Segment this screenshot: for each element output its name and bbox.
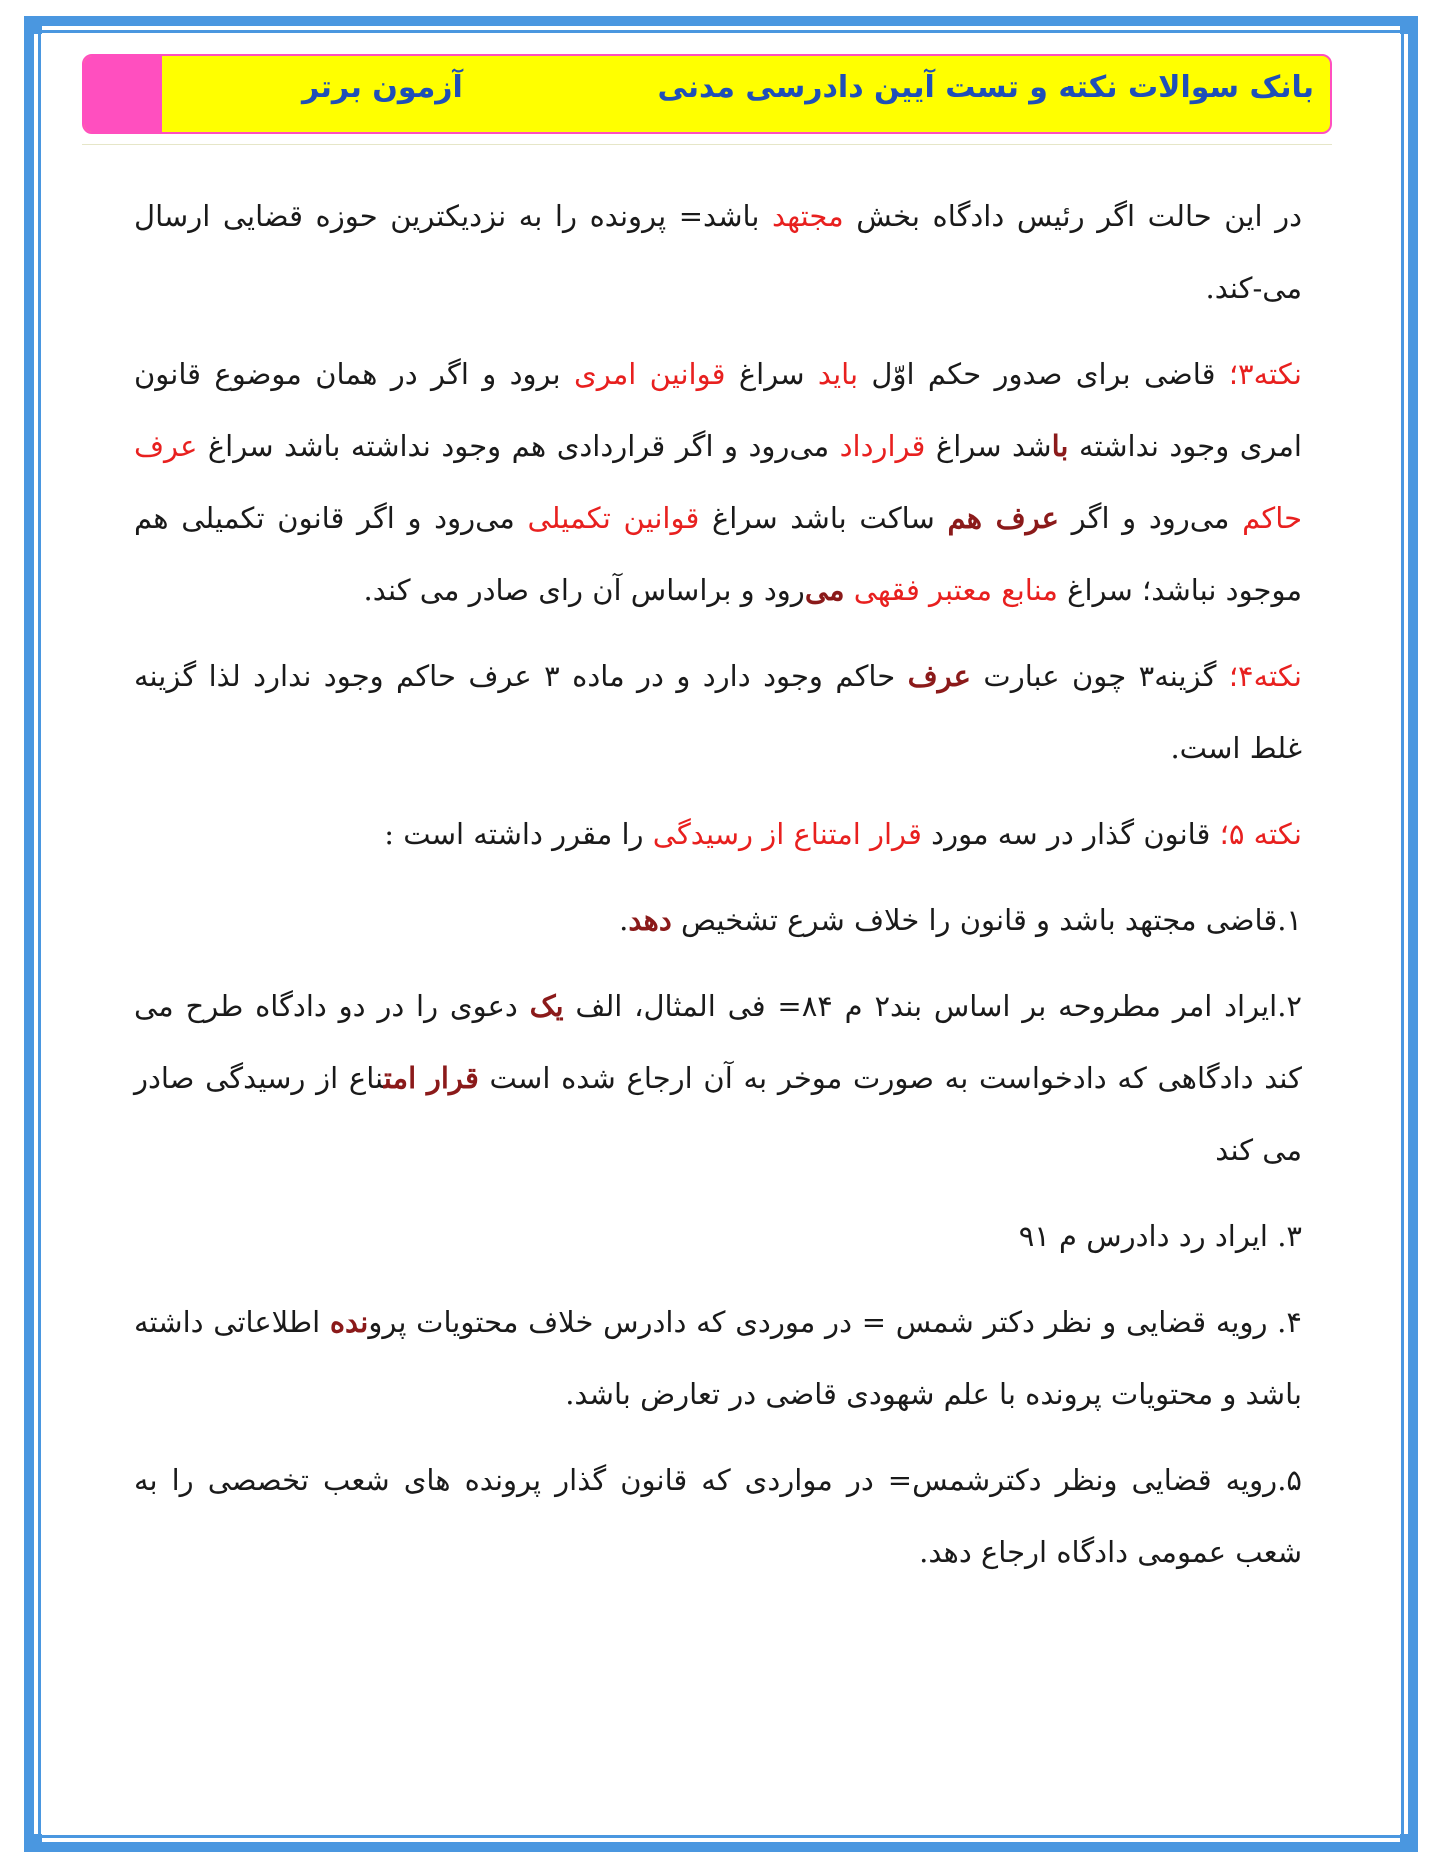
text bbox=[845, 573, 854, 607]
text: باشد= پرونده را به نزدیکترین حوزه قضایی ارسال می-کند. bbox=[134, 199, 1302, 305]
header-banner bbox=[82, 54, 1332, 134]
text: برود و اگر در همان موضوع قانون امری وجود نداشته bbox=[134, 357, 1302, 463]
brand-name: آزمون برتر bbox=[302, 70, 463, 105]
highlight-text: قرارداد bbox=[839, 429, 926, 463]
note-5 bbox=[134, 798, 1302, 870]
note-label: نکته۴؛ bbox=[1228, 659, 1302, 693]
highlight-text: باید bbox=[817, 357, 859, 391]
text: را مقرر داشته است : bbox=[384, 817, 653, 851]
note-4 bbox=[134, 640, 1302, 784]
emphasis-text: یک bbox=[529, 989, 564, 1023]
emphasis-text: نده bbox=[329, 1305, 369, 1339]
text: ناع از رسیدگی صادر می کند bbox=[134, 1061, 1302, 1167]
document-body bbox=[134, 180, 1302, 1602]
highlight-text: مجتهد bbox=[772, 199, 844, 233]
emphasis-text: دهد bbox=[628, 903, 672, 937]
text: ساکت باشد سراغ bbox=[699, 501, 948, 535]
text: می‌رود و اگر قراردادی هم وجود نداشته باشد سراغ bbox=[197, 429, 840, 463]
page-title: بانک سوالات نکته و تست آیین دادرسی مدنی bbox=[657, 70, 1314, 105]
text: گزینه۳ چون عبارت bbox=[970, 659, 1229, 693]
text: . bbox=[619, 903, 629, 937]
text: حاکم وجود دارد و در ماده ۳ عرف حاکم وجود ندارد لذا گزینه غلط است. bbox=[134, 659, 1302, 765]
header-accent-block bbox=[84, 56, 162, 132]
frame-corner bbox=[1400, 16, 1418, 34]
text: ۱.قاضی مجتهد باشد و قانون را خلاف شرع تشخیص bbox=[671, 903, 1302, 937]
highlight-text: قرار امتناع از رسیدگی bbox=[652, 817, 922, 851]
emphasis-text: عرف bbox=[907, 659, 971, 693]
text: دعوی را در دو دادگاه طرح می کند دادگاهی که دادخواست به صورت موخر به آن ارجاع شده است bbox=[134, 989, 1302, 1095]
text: ۴. رویه قضایی و نظر دکتر شمس = در موردی که دادرس خلاف محتویات پرو bbox=[368, 1305, 1302, 1339]
emphasis-text: با bbox=[1051, 429, 1069, 463]
emphasis-text: امت bbox=[383, 1061, 417, 1095]
paragraph-intro bbox=[134, 180, 1302, 324]
text: قانون گذار در سه مورد bbox=[921, 817, 1220, 851]
text: شد سراغ bbox=[925, 429, 1052, 463]
text: ۵.رویه قضایی ونظر دکترشمس= در مواردی که قانون گذار پرونده های شعب تخصصی را به شعب عمومی دادگاه ارجاع دهد. bbox=[134, 1463, 1302, 1569]
note-3 bbox=[134, 338, 1302, 626]
highlight-text: قوانین تکمیلی bbox=[527, 501, 700, 535]
list-item-1 bbox=[134, 884, 1302, 956]
text: سراغ bbox=[725, 357, 818, 391]
text bbox=[416, 1061, 427, 1095]
text: در این حالت اگر رئیس دادگاه بخش bbox=[843, 199, 1303, 233]
frame-corner bbox=[1400, 1834, 1418, 1852]
note-label: نکته۳؛ bbox=[1228, 357, 1302, 391]
text: ۳. ایراد رد دادرس م ۹۱ bbox=[1018, 1219, 1302, 1253]
highlight-text: عرف حاکم bbox=[134, 429, 1302, 535]
emphasis-text: قرار bbox=[426, 1061, 479, 1095]
list-item-2 bbox=[134, 970, 1302, 1186]
list-item-5 bbox=[134, 1444, 1302, 1588]
text: ‌رود و براساس آن رای صادر می کند. bbox=[363, 573, 805, 607]
note-label: نکته ۵؛ bbox=[1219, 817, 1302, 851]
header-divider bbox=[82, 144, 1332, 145]
list-item-4 bbox=[134, 1286, 1302, 1430]
list-item-3 bbox=[134, 1200, 1302, 1272]
frame-corner bbox=[24, 1834, 42, 1852]
frame-corner bbox=[24, 16, 42, 34]
text: ۲.ایراد امر مطروحه بر اساس بند۲ م ۸۴= فی المثال، الف bbox=[563, 989, 1302, 1023]
highlight-text: قوانین امری bbox=[574, 357, 726, 391]
emphasis-text: می bbox=[804, 573, 845, 607]
text: قاضی برای صدور حکم اوّل bbox=[858, 357, 1229, 391]
emphasis-text: عرف هم bbox=[947, 501, 1059, 535]
text: می‌رود و اگر قانون تکمیلی هم موجود نباشد؛ سراغ bbox=[134, 501, 1302, 607]
highlight-text: منابع معتبر فقهی bbox=[853, 573, 1058, 607]
text: می‌رود و اگر bbox=[1058, 501, 1243, 535]
text: اطلاعاتی داشته باشد و محتویات پرونده با علم شهودی قاضی در تعارض باشد. bbox=[134, 1305, 1302, 1411]
